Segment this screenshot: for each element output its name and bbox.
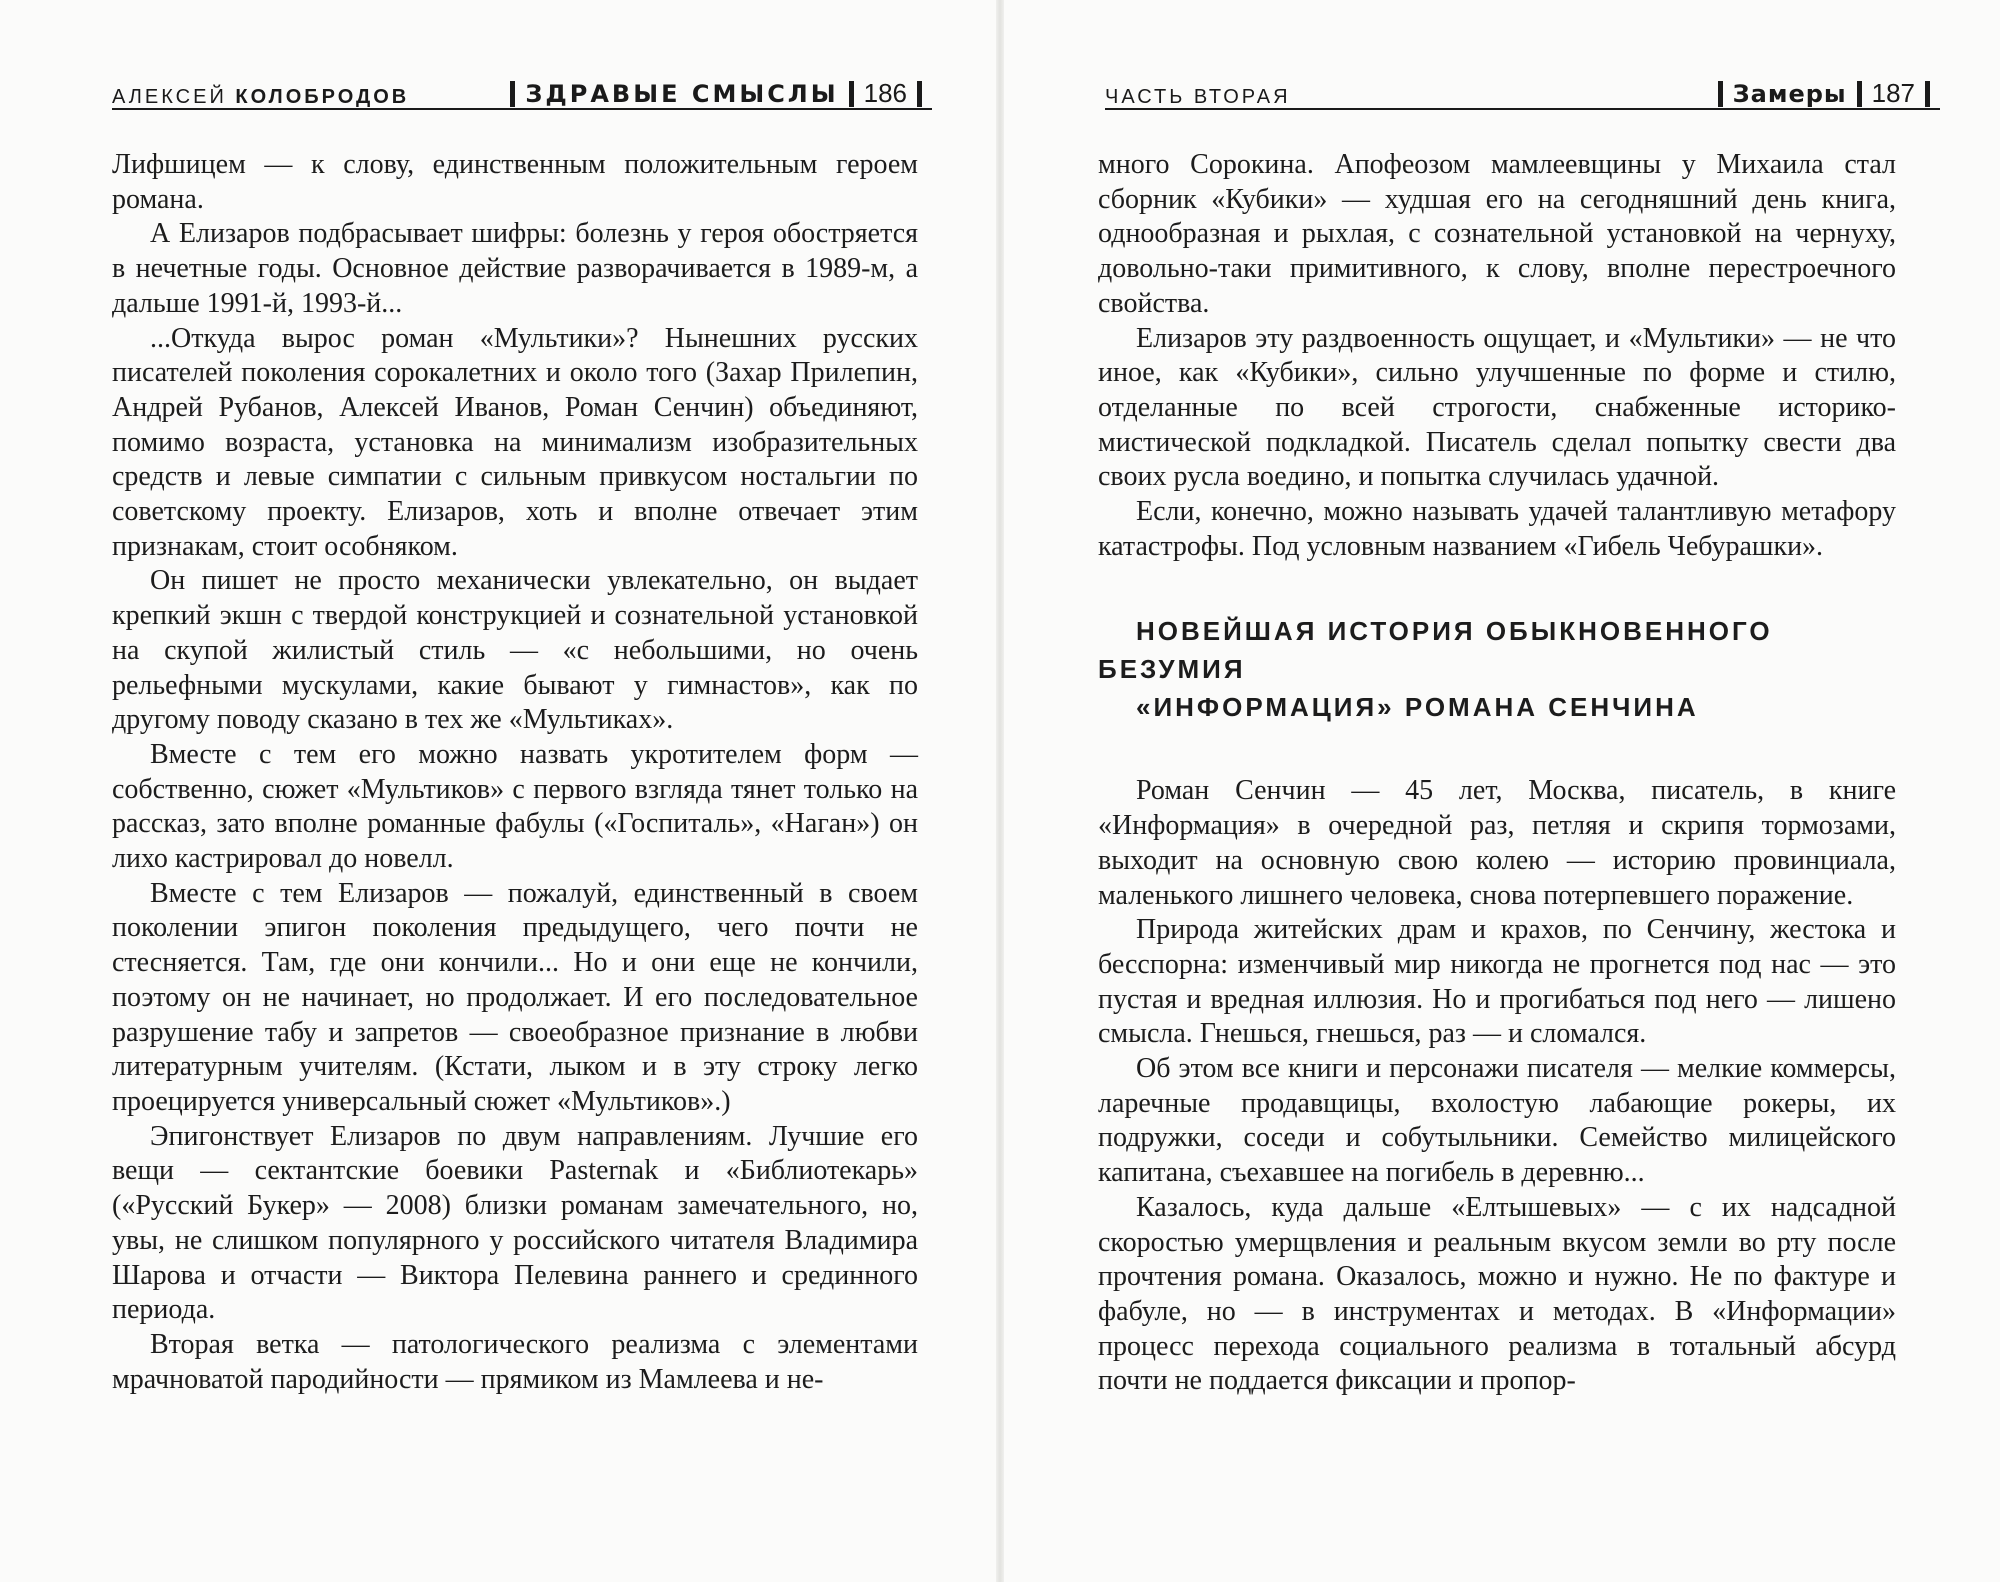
header-separator	[1925, 81, 1930, 107]
right-page-text	[1098, 148, 1896, 1399]
running-header-right	[1105, 78, 1940, 112]
paragraph: А Елизаров подбрасывает шифры: болезнь у героя обостряется в нечетные годы. Основное действие разворачивается в 1989-м, а дальше 1991-й, 1993-й...	[112, 218, 918, 319]
paragraph: Если, конечно, можно называть удачей талантливую метафору катастрофы. Под условным названием «Гибель Чебурашки».	[1098, 496, 1896, 562]
page-number: 187	[1871, 78, 1915, 108]
paragraph: Лифшицем — к слову, единственным положительным героем романа.	[112, 149, 918, 215]
running-header-left	[112, 78, 932, 112]
header-separator	[510, 81, 515, 107]
section-heading-line: НОВЕЙШАЯ ИСТОРИЯ ОБЫКНОВЕННОГО БЕЗУМИЯ	[1098, 616, 1773, 685]
book-title: ЗДРАВЫЕ СМЫСЛЫ	[525, 79, 839, 108]
header-separator	[1857, 81, 1862, 107]
author-first-name: АЛЕКСЕЙ	[112, 86, 227, 108]
author-name	[112, 86, 409, 109]
paragraph: Елизаров эту раздвоенность ощущает, и «Мультики» — не что иное, как «Кубики», сильно улучшенные по форме и стилю, отделанные по всей строгости, снабженные историко-мистической подкладкой. Писатель сделал попытку свести два своих русла воедино, и попытка случилась удачной.	[1098, 322, 1896, 493]
book-title-block	[500, 78, 932, 109]
header-separator	[1718, 81, 1723, 107]
section-title-block	[1708, 78, 1940, 109]
paragraph: ...Откуда вырос роман «Мультики»? Нынешних русских писателей поколения сорокалетних и около того (Захар Прилепин, Андрей Рубанов, Алексей Иванов, Роман Сенчин) объединяют, помимо возраста, установка на минимализм изобразительных средств и левые симпатии с сильным привкусом ностальгии по советскому проекту. Елизаров, хоть и вполне отвечает этим признакам, стоит особняком.	[112, 322, 918, 562]
paragraph: Он пишет не просто механически увлекательно, он выдает крепкий экшн с твердой конструкцией и сознательной установкой на скупой жилистый стиль — «с небольшими, но очень рельефными мускулами, какие бывают у гимнастов», как по другому поводу сказано в тех же «Мультиках».	[112, 565, 918, 736]
paragraph: Казалось, куда дальше «Елтышевых» — с их надсадной скоростью умерщвления и реальным вкусом земли во рту после прочтения романа. Оказалось, можно и нужно. Не по фактуре и фабуле, но — в инструментах и методах. В «Информации» процесс перехода социального реализма в тотальный абсурд почти не поддается фиксации и пропор-	[1098, 1191, 1896, 1397]
paragraph: много Сорокина. Апофеозом мамлеевщины у Михаила стал сборник «Кубики» — худшая его на сегодняшний день книга, однообразная и рыхлая, с сознательной установкой на чернуху, довольно-таки примитивного, к слову, вполне перестроечного свойства.	[1098, 149, 1896, 319]
section-title: Замеры	[1732, 79, 1847, 108]
paragraph: Эпигонствует Елизаров по двум направлениям. Лучшие его вещи — сектантские боевики Pasternak и «Библиотекарь» («Русский Букер» — 2008) близки романам замечательного, но, увы, не слишком популярного у российского читателя Владимира Шарова и отчасти — Виктора Пелевина раннего и срединного периода.	[112, 1120, 918, 1326]
paragraph: Вторая ветка — патологического реализма с элементами мрачноватой пародийности — прямиком из Мамлеева и не-	[112, 1328, 918, 1395]
section-heading	[1098, 612, 1896, 726]
header-separator	[849, 81, 854, 107]
book-spine	[996, 0, 1004, 1582]
paragraph: Роман Сенчин — 45 лет, Москва, писатель, в книге «Информация» в очередной раз, петляя и скрипя тормозами, выходит на основную свою колею — историю провинциала, маленького лишнего человека, снова потерпевшего поражение.	[1098, 775, 1896, 911]
page-number: 186	[863, 78, 907, 108]
paragraph: Вместе с тем Елизаров — пожалуй, единственный в своем поколении эпигон поколения предыдущего, чего почти не стесняется. Там, где они кончили... Но и они еще не кончили, поэтому он не начинает, но продолжает. И его последовательное разрушение табу и запретов — своеобразное признание в любви литературным учителям. (Кстати, лыком и в эту строку легко проецируется универсальный сюжет «Мультиков».)	[112, 877, 918, 1117]
paragraph: Об этом все книги и персонажи писателя — мелкие коммерсы, ларечные продавщицы, вхолостую лабающие рокеры, их подружки, соседи и собутыльники. Семейство милицейского капитана, съехавшее на погибель в деревню...	[1098, 1053, 1896, 1189]
paragraph: Природа житейских драм и крахов, по Сенчину, жестока и бесспорна: изменчивый мир никогда не прогнется под нас — это пустая и вредная иллюзия. Но и прогибаться под него — лишено смысла. Гнешься, гнешься, раз — и сломался.	[1098, 914, 1896, 1050]
header-separator	[917, 81, 922, 107]
author-last-name: КОЛОБРОДОВ	[235, 86, 410, 108]
part-title: ЧАСТЬ ВТОРАЯ	[1105, 86, 1291, 108]
paragraph: Вместе с тем его можно назвать укротителем форм — собственно, сюжет «Мультиков» с первого взгляда тянет только на рассказ, зато вполне романные фабулы («Госпиталь», «Наган») он лихо кастрировал до новелл.	[112, 738, 918, 875]
section-heading-line: «ИНФОРМАЦИЯ» РОМАНА СЕНЧИНА	[1136, 692, 1699, 723]
header-rule	[1105, 108, 1940, 110]
left-page-text	[112, 148, 918, 1397]
header-rule	[112, 108, 932, 110]
